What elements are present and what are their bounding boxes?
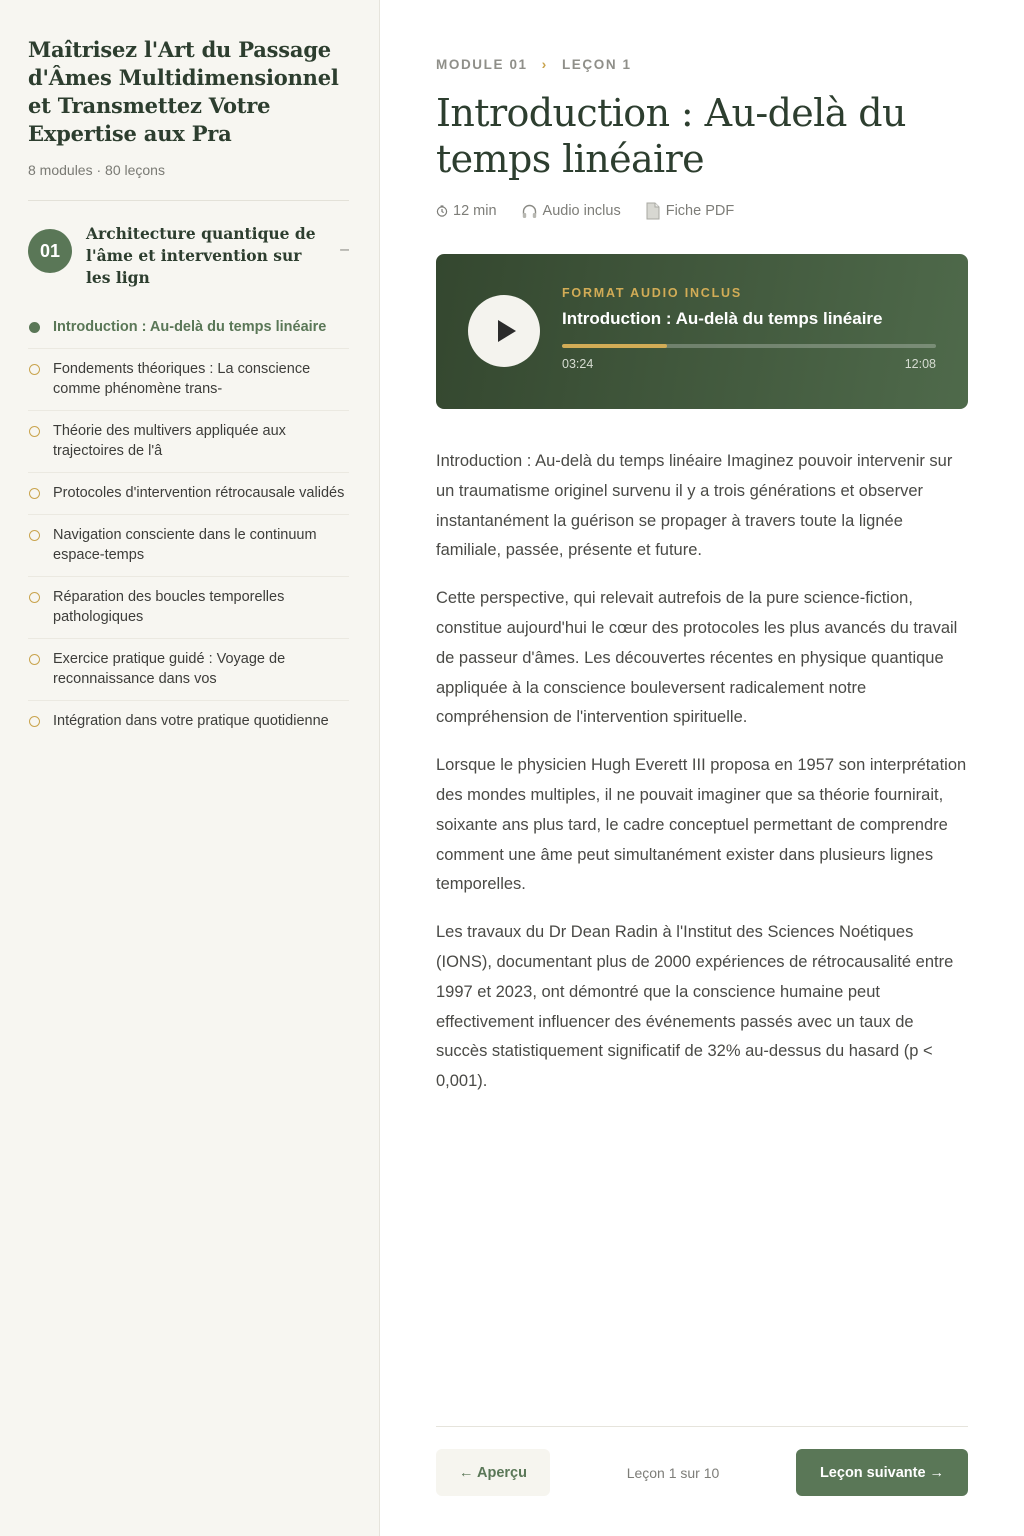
lesson-item[interactable]: [28, 349, 349, 411]
duration-label: 12 min: [453, 203, 497, 219]
collapse-icon[interactable]: –: [340, 241, 349, 258]
play-icon: [497, 319, 517, 343]
content-paragraph: Lorsque le physicien Hugh Everett III proposa en 1957 son interprétation des mondes multiples, il ne pouvait imaginer que sa théorie fournirait, soixante ans plus tard, le cadre conceptuel permettant de comprendre comment une âme peut simultanément exister dans plusieurs lignes temporelles.: [436, 756, 967, 894]
audio-times: [562, 357, 936, 371]
module-header[interactable]: [28, 223, 349, 289]
course-meta: 8 modules · 80 leçons: [28, 162, 165, 178]
bullet-dot-icon: [29, 716, 40, 727]
lesson-item[interactable]: [28, 411, 349, 473]
course-title: Maîtrisez l'Art du Passage d'Âmes Multidimensionnel et Transmettez Votre Expertise aux Pra: [28, 37, 339, 146]
breadcrumb-module[interactable]: MODULE 01: [436, 56, 528, 72]
headphones-icon: [521, 203, 538, 220]
lesson-content: [436, 447, 968, 1097]
lesson-item[interactable]: [28, 639, 349, 701]
lesson-item-label: Théorie des multivers appliquée aux trajectoires de l'â: [53, 423, 286, 459]
page-title: Introduction : Au-delà du temps linéaire: [436, 91, 906, 181]
lesson-pager: Leçon 1 sur 10: [626, 1464, 720, 1481]
breadcrumb-lesson: LEÇON 1: [561, 56, 632, 72]
audio-current-time: 03:24: [562, 357, 594, 371]
bullet-dot-icon: [29, 488, 40, 499]
audio-info: [562, 286, 936, 371]
pdf-meta[interactable]: [645, 202, 735, 220]
lesson-item-label: Introduction : Au-delà du temps linéaire: [53, 319, 327, 335]
lesson-item-label: Navigation consciente dans le continuum espace-temps: [53, 527, 317, 563]
lesson-item[interactable]: [28, 515, 349, 577]
bullet-dot-icon: [29, 364, 40, 375]
module-title: Architecture quantique de l'âme et intervention sur les lign: [86, 224, 316, 287]
chevron-right-icon: ›: [541, 56, 548, 72]
clock-icon: [436, 205, 448, 217]
audio-title: Introduction : Au-delà du temps linéaire: [562, 309, 883, 328]
footer-divider: [436, 1426, 968, 1427]
bullet-dot-icon: [29, 530, 40, 541]
bullet-dot-icon: [29, 322, 40, 333]
lesson-item-label: Intégration dans votre pratique quotidienne: [53, 713, 329, 729]
content-paragraph: Cette perspective, qui relevait autrefois de la pure science-fiction, constitue aujourd'hui le cœur des protocoles les plus avancés du travail de passeur d'âmes. Les découvertes récentes en physique quantique appliquée à la conscience bouleversent radicalement notre compréhension de l'intervention spirituelle.: [436, 589, 958, 727]
audio-eyebrow: FORMAT AUDIO INCLUS: [562, 286, 743, 300]
lesson-meta-row: [436, 202, 968, 220]
audio-total-time: 12:08: [904, 357, 936, 371]
lesson-item-label: Fondements théoriques : La conscience comme phénomène trans-: [53, 361, 311, 397]
pdf-file-icon: [645, 202, 661, 220]
sidebar-divider: [28, 200, 349, 201]
audio-player: [436, 254, 968, 409]
audio-meta: [521, 203, 621, 220]
pdf-meta-label: Fiche PDF: [665, 203, 735, 219]
bullet-dot-icon: [29, 426, 40, 437]
lesson-list: [28, 307, 349, 742]
lesson-item[interactable]: [28, 577, 349, 639]
audio-progress-fill: [562, 344, 667, 348]
bullet-dot-icon: [29, 654, 40, 665]
next-lesson-button[interactable]: Leçon suivante →: [796, 1449, 968, 1496]
content-paragraph: Les travaux du Dr Dean Radin à l'Institut des Sciences Noétiques (IONS), documentant plus de 2000 expériences de rétrocausalité entre 1997 et 2023, ont démontré que la conscience humaine peut effectivement influencer des événements passés avec un taux de succès statistiquement significatif de 32% au-dessus du hasard (p < 0,001).: [436, 923, 954, 1091]
lesson-item[interactable]: [28, 701, 349, 742]
bullet-dot-icon: [29, 592, 40, 603]
lesson-main: [436, 0, 968, 1115]
lesson-item-label: Exercice pratique guidé : Voyage de reconnaissance dans vos: [53, 651, 286, 687]
module-number-badge: 01: [28, 229, 72, 273]
lesson-item[interactable]: [28, 307, 349, 349]
audio-meta-label: Audio inclus: [542, 203, 621, 219]
lesson-item[interactable]: [28, 473, 349, 515]
course-sidebar: [0, 0, 380, 1536]
previous-button[interactable]: ← Aperçu: [436, 1449, 550, 1496]
breadcrumb: [436, 56, 968, 72]
content-paragraph: Introduction : Au-delà du temps linéaire Imaginez pouvoir intervenir sur un traumatisme originel survenu il y a trois générations et observer instantanément la guérison se propager à travers toute la lignée familiale, passée, présente et future.: [436, 452, 953, 560]
lesson-item-label: Réparation des boucles temporelles pathologiques: [53, 589, 285, 625]
duration-meta: [436, 203, 497, 219]
play-button[interactable]: [468, 295, 540, 367]
lesson-item-label: Protocoles d'intervention rétrocausale validés: [53, 485, 345, 501]
audio-progress-bar[interactable]: [562, 344, 936, 348]
